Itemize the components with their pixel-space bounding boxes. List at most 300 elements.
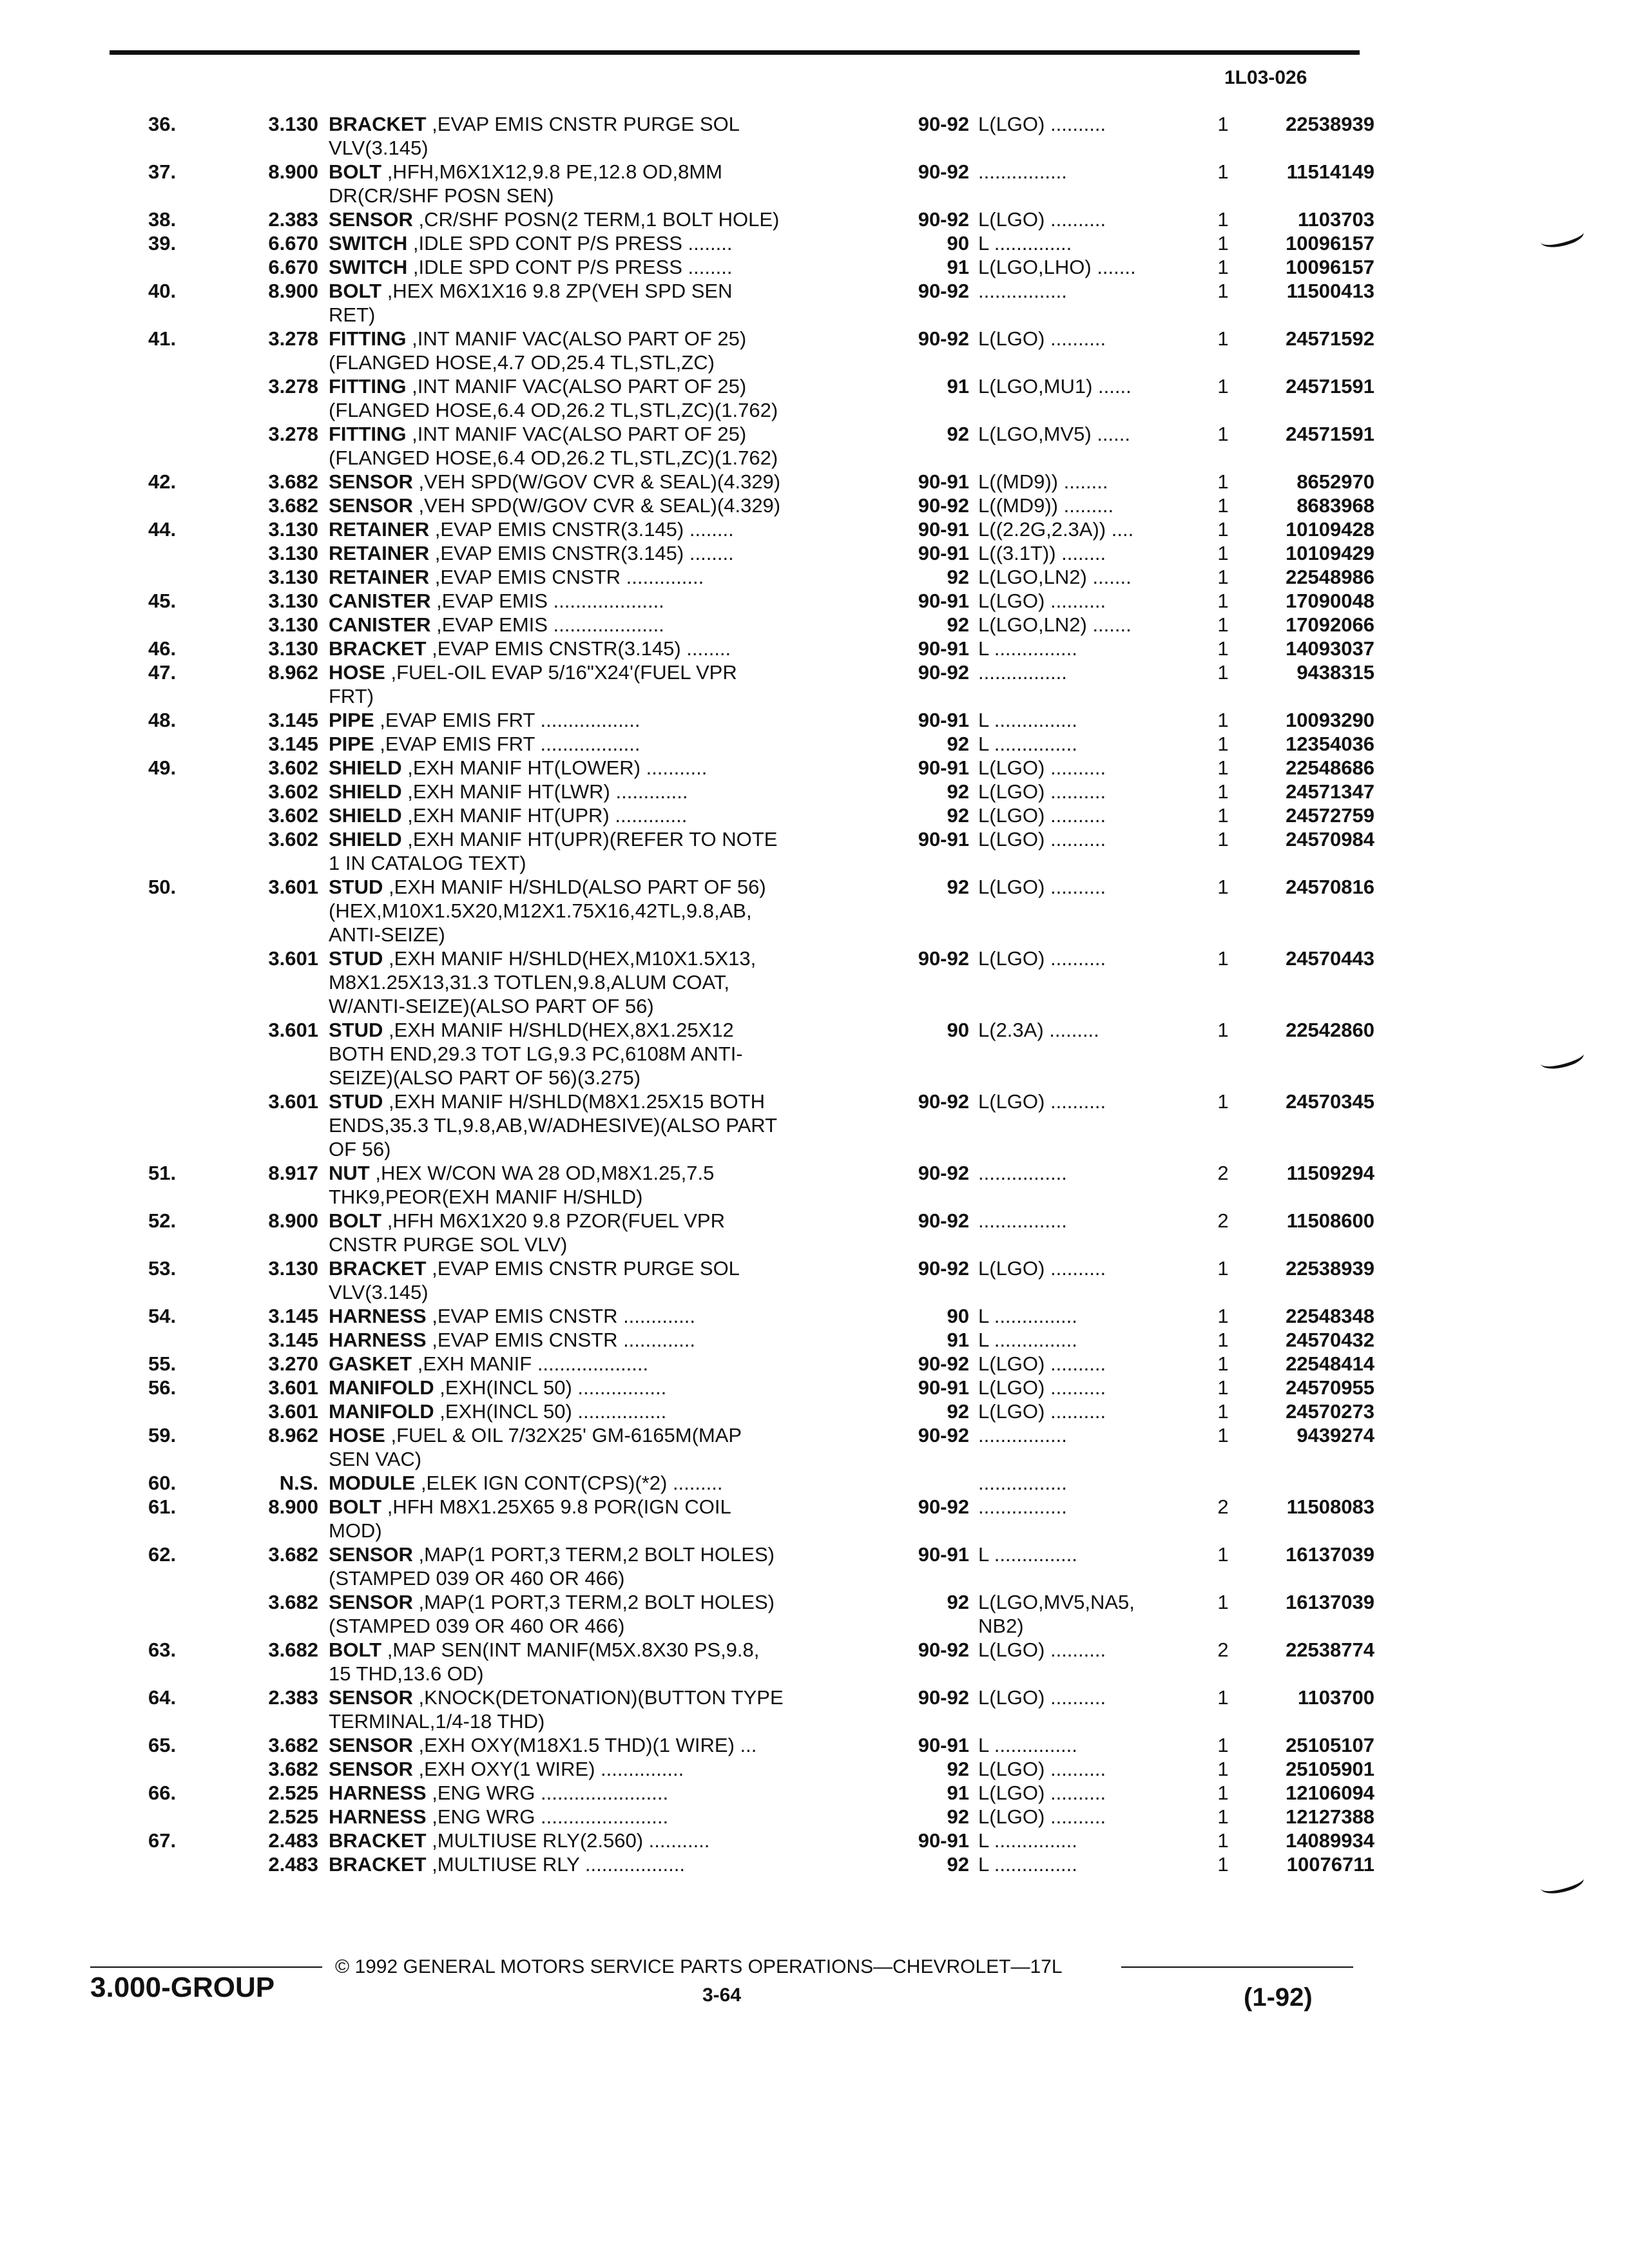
part-detail: ,IDLE SPD CONT P/S PRESS ........ xyxy=(407,232,733,255)
quantity: 1 xyxy=(1217,518,1229,541)
parts-row xyxy=(148,1090,1373,1161)
item-number xyxy=(148,1328,232,1352)
part-description xyxy=(329,803,882,827)
item-number xyxy=(148,613,232,637)
footer-rule-right xyxy=(1121,1966,1353,1968)
item-number: 56. xyxy=(148,1376,177,1399)
quantity: 1 xyxy=(1217,1329,1229,1351)
part-number: 16137039 xyxy=(1286,1591,1374,1613)
item-number: 37. xyxy=(148,160,177,183)
part-name: CANISTER xyxy=(329,613,431,636)
item-number: 46. xyxy=(148,637,177,660)
catalog-code: L((MD9)) ........ xyxy=(978,470,1108,493)
group-number: 3.601 xyxy=(268,1090,318,1113)
parts-row xyxy=(148,374,1373,422)
model-years: 90-92 xyxy=(918,208,969,231)
parts-row xyxy=(148,422,1373,470)
item-number: 55. xyxy=(148,1352,177,1375)
part-detail: ,ENG WRG ....................... xyxy=(426,1805,669,1828)
part-name: BRACKET xyxy=(329,1853,427,1876)
group-number: 2.383 xyxy=(268,208,318,231)
part-number: 10093290 xyxy=(1286,709,1374,731)
parts-row xyxy=(148,732,1373,756)
part-detail: ,FUEL & OIL 7/32X25' GM-6165M(MAP SEN VAC) xyxy=(329,1424,742,1470)
part-detail: ,EVAP EMIS .................... xyxy=(430,613,664,636)
catalog-code: L(LGO) .......... xyxy=(978,327,1106,350)
model-years: 90 xyxy=(947,1305,969,1327)
part-description xyxy=(329,422,882,470)
parts-row xyxy=(148,112,1373,160)
item-number: 60. xyxy=(148,1472,177,1494)
catalog-code: L((2.2G,2.3A)) .... xyxy=(978,518,1134,541)
part-name: FITTING xyxy=(329,327,407,350)
part-detail: ,EVAP EMIS CNSTR PURGE SOL VLV(3.145) xyxy=(329,1257,740,1303)
group-number: 3.601 xyxy=(268,947,318,970)
footer-rule-left xyxy=(90,1966,322,1968)
part-detail: ,EXH MANIF H/SHLD(ALSO PART OF 56) (HEX,M10X1.5X20,M12X1.75X16,42TL,9.8,AB, ANTI-SEIZE) xyxy=(329,876,766,946)
item-number: 64. xyxy=(148,1686,177,1709)
part-detail: ,EVAP EMIS CNSTR ............. xyxy=(426,1305,696,1327)
catalog-code: ................ xyxy=(978,1424,1067,1446)
quantity: 1 xyxy=(1217,494,1229,517)
part-description xyxy=(329,1590,882,1638)
quantity: 1 xyxy=(1217,1805,1229,1828)
part-detail: ,FUEL-OIL EVAP 5/16"X24'(FUEL VPR FRT) xyxy=(329,661,737,707)
model-years: 90-92 xyxy=(918,1090,969,1113)
model-years: 91 xyxy=(947,256,969,278)
part-detail: ,EVAP EMIS CNSTR(3.145) ........ xyxy=(426,637,731,660)
catalog-code: L(LGO) .......... xyxy=(978,590,1106,612)
footer-page-number: 3-64 xyxy=(702,1984,742,2006)
model-years: 90-92 xyxy=(918,1639,969,1661)
part-detail: ,ENG WRG ....................... xyxy=(426,1782,669,1804)
model-years: 90-92 xyxy=(918,1686,969,1709)
part-detail: ,EXH MANIF HT(LOWER) ........... xyxy=(401,756,708,779)
part-detail: ,EVAP EMIS FRT .................. xyxy=(374,733,641,755)
quantity: 1 xyxy=(1217,1019,1229,1041)
model-years: 90-91 xyxy=(918,1829,969,1852)
item-number: 44. xyxy=(148,518,177,541)
part-detail: ,EVAP EMIS CNSTR .............. xyxy=(429,566,704,588)
part-name: SENSOR xyxy=(329,208,413,231)
part-detail: ,CR/SHF POSN(2 TERM,1 BOLT HOLE) xyxy=(412,208,780,231)
part-name: SENSOR xyxy=(329,470,413,493)
group-number: 3.602 xyxy=(268,780,318,803)
parts-row xyxy=(148,255,1373,279)
part-name: BRACKET xyxy=(329,1829,427,1852)
group-number: 3.278 xyxy=(268,423,318,445)
item-number: 40. xyxy=(148,280,177,302)
catalog-code: ................ xyxy=(978,1495,1067,1518)
part-description xyxy=(329,589,882,613)
item-number: 53. xyxy=(148,1257,177,1280)
item-number xyxy=(148,1805,232,1829)
parts-row xyxy=(148,1542,1373,1590)
part-description xyxy=(329,541,882,565)
footer-date: (1-92) xyxy=(1244,1983,1313,2012)
model-years: 90-92 xyxy=(918,1495,969,1518)
quantity: 1 xyxy=(1217,327,1229,350)
part-number: 24571591 xyxy=(1286,423,1374,445)
part-detail: ,KNOCK(DETONATION)(BUTTON TYPE TERMINAL,1/4-18 THD) xyxy=(329,1686,784,1733)
part-name: RETAINER xyxy=(329,518,430,541)
part-description xyxy=(329,1829,882,1852)
quantity: 1 xyxy=(1217,1090,1229,1113)
parts-row xyxy=(148,160,1373,207)
part-number: 22538939 xyxy=(1286,113,1374,135)
parts-row xyxy=(148,279,1373,327)
group-number: 3.682 xyxy=(268,1591,318,1613)
part-name: MODULE xyxy=(329,1472,416,1494)
model-years: 92 xyxy=(947,566,969,588)
group-number: 3.601 xyxy=(268,876,318,898)
catalog-code: L ............... xyxy=(978,637,1077,660)
group-number: 8.962 xyxy=(268,661,318,684)
group-number: 3.145 xyxy=(268,709,318,731)
part-description xyxy=(329,1256,882,1304)
group-number: 3.130 xyxy=(268,566,318,588)
model-years: 91 xyxy=(947,1782,969,1804)
part-description xyxy=(329,660,882,708)
item-number: 65. xyxy=(148,1734,177,1756)
parts-row xyxy=(148,1256,1373,1304)
part-detail: ,EVAP EMIS CNSTR(3.145) ........ xyxy=(429,542,734,564)
parts-row xyxy=(148,589,1373,613)
quantity: 1 xyxy=(1217,1305,1229,1327)
part-description xyxy=(329,827,882,875)
quantity: 1 xyxy=(1217,113,1229,135)
catalog-code: L ............... xyxy=(978,733,1077,755)
quantity: 1 xyxy=(1217,375,1229,398)
model-years: 90-91 xyxy=(918,756,969,779)
quantity xyxy=(1204,1471,1242,1495)
group-number: 3.130 xyxy=(268,1257,318,1280)
part-name: SHIELD xyxy=(329,756,402,779)
part-description xyxy=(329,1805,882,1829)
part-detail: ,MAP(1 PORT,3 TERM,2 BOLT HOLES) (STAMPED 039 OR 460 OR 466) xyxy=(329,1591,775,1637)
part-detail: ,EXH OXY(M18X1.5 THD)(1 WIRE) ... xyxy=(412,1734,757,1756)
parts-row xyxy=(148,708,1373,732)
part-description xyxy=(329,1495,882,1542)
parts-row xyxy=(148,1399,1373,1423)
item-number: 50. xyxy=(148,876,177,898)
quantity: 1 xyxy=(1217,1591,1229,1613)
catalog-code: L((3.1T)) ........ xyxy=(978,542,1106,564)
part-description xyxy=(329,1471,882,1495)
item-number: 38. xyxy=(148,208,177,231)
item-number: 54. xyxy=(148,1305,177,1327)
item-number: 67. xyxy=(148,1829,177,1852)
group-number: 3.602 xyxy=(268,804,318,827)
quantity: 1 xyxy=(1217,661,1229,684)
group-number: 3.682 xyxy=(268,1639,318,1661)
quantity: 1 xyxy=(1217,1758,1229,1780)
catalog-code: ................ xyxy=(978,1162,1067,1184)
part-name: SENSOR xyxy=(329,1543,413,1566)
part-detail: ,EXH MANIF HT(UPR) ............. xyxy=(401,804,688,827)
part-detail: ,EXH(INCL 50) ................ xyxy=(434,1376,667,1399)
item-number xyxy=(148,1018,232,1090)
part-name: PIPE xyxy=(329,733,374,755)
quantity: 2 xyxy=(1217,1162,1229,1184)
top-rule xyxy=(110,50,1360,55)
group-number: 3.145 xyxy=(268,1329,318,1351)
catalog-code: L ............... xyxy=(978,1305,1077,1327)
group-number: 8.900 xyxy=(268,1209,318,1232)
model-years: 90-91 xyxy=(918,542,969,564)
item-number: 51. xyxy=(148,1162,177,1184)
quantity: 1 xyxy=(1217,1829,1229,1852)
item-number: 48. xyxy=(148,709,177,731)
part-description xyxy=(329,1686,882,1733)
part-number: 9438315 xyxy=(1296,661,1374,684)
model-years: 92 xyxy=(947,780,969,803)
part-detail: ,EVAP EMIS CNSTR(3.145) ........ xyxy=(429,518,734,541)
catalog-code: L(2.3A) ......... xyxy=(978,1019,1099,1041)
part-name: SHIELD xyxy=(329,804,402,827)
item-number: 49. xyxy=(148,756,177,779)
parts-row xyxy=(148,1805,1373,1829)
catalog-code: L(LGO) .......... xyxy=(978,1257,1106,1280)
part-name: RETAINER xyxy=(329,542,430,564)
model-years: 90-92 xyxy=(918,280,969,302)
quantity: 1 xyxy=(1217,590,1229,612)
catalog-code: L(LGO) .......... xyxy=(978,1352,1106,1375)
part-description xyxy=(329,1161,882,1209)
part-detail: ,INT MANIF VAC(ALSO PART OF 25) (FLANGED HOSE,6.4 OD,26.2 TL,STL,ZC)(1.762) xyxy=(329,423,778,469)
group-number: 8.917 xyxy=(268,1162,318,1184)
item-number xyxy=(148,541,232,565)
part-detail: ,EXH OXY(1 WIRE) ............... xyxy=(412,1758,684,1780)
catalog-code: L(LGO) .......... xyxy=(978,1376,1106,1399)
item-number xyxy=(148,1590,232,1638)
quantity: 1 xyxy=(1217,613,1229,636)
part-number: 8652970 xyxy=(1296,470,1374,493)
part-number: 22548348 xyxy=(1286,1305,1374,1327)
catalog-code: L(LGO) .......... xyxy=(978,1686,1106,1709)
part-name: SENSOR xyxy=(329,1591,413,1613)
model-years: 90 xyxy=(947,1019,969,1041)
model-years: 90-91 xyxy=(918,1543,969,1566)
catalog-code: L(LGO) .......... xyxy=(978,1639,1106,1661)
part-number: 24571591 xyxy=(1286,375,1374,398)
item-number xyxy=(148,422,232,470)
model-years: 90-91 xyxy=(918,828,969,850)
quantity: 1 xyxy=(1217,804,1229,827)
part-name: HARNESS xyxy=(329,1805,427,1828)
quantity: 1 xyxy=(1217,160,1229,183)
part-detail: ,EXH MANIF H/SHLD(HEX,8X1.25X12 BOTH END,29.3 TOT LG,9.3 PC,6108M ANTI- SEIZE)(ALSO PART OF 56)(3.275) xyxy=(329,1019,743,1089)
item-number xyxy=(148,494,232,517)
margin-tick-mark xyxy=(1538,1869,1585,1899)
part-number: 24571347 xyxy=(1286,780,1374,803)
parts-row xyxy=(148,1495,1373,1542)
parts-row xyxy=(148,1376,1373,1399)
group-number: 3.130 xyxy=(268,542,318,564)
part-description xyxy=(329,207,882,231)
part-name: HOSE xyxy=(329,1424,385,1446)
catalog-code: L(LGO) .......... xyxy=(978,208,1106,231)
part-name: SENSOR xyxy=(329,494,413,517)
part-name: BOLT xyxy=(329,1209,382,1232)
part-description xyxy=(329,327,882,374)
part-description xyxy=(329,1638,882,1686)
group-number: 3.682 xyxy=(268,1758,318,1780)
quantity: 2 xyxy=(1217,1495,1229,1518)
part-number: 24570443 xyxy=(1286,947,1374,970)
quantity: 1 xyxy=(1217,876,1229,898)
part-description xyxy=(329,374,882,422)
quantity: 1 xyxy=(1217,1543,1229,1566)
catalog-code: L(LGO) .......... xyxy=(978,1090,1106,1113)
part-description xyxy=(329,875,882,947)
part-number: 11500413 xyxy=(1286,280,1374,302)
parts-row xyxy=(148,1352,1373,1376)
part-description xyxy=(329,1304,882,1328)
model-years: 90-91 xyxy=(918,470,969,493)
part-description xyxy=(329,255,882,279)
model-years: 90-91 xyxy=(918,518,969,541)
part-name: STUD xyxy=(329,1090,383,1113)
part-number: 24570955 xyxy=(1286,1376,1374,1399)
parts-row xyxy=(148,1638,1373,1686)
model-years: 90-91 xyxy=(918,1376,969,1399)
part-description xyxy=(329,494,882,517)
part-description xyxy=(329,780,882,803)
part-description xyxy=(329,732,882,756)
parts-row xyxy=(148,231,1373,255)
part-detail: ,HEX M6X1X16 9.8 ZP(VEH SPD SEN RET) xyxy=(329,280,733,326)
part-name: HARNESS xyxy=(329,1782,427,1804)
parts-row xyxy=(148,470,1373,494)
quantity: 1 xyxy=(1217,423,1229,445)
part-description xyxy=(329,1376,882,1399)
part-description xyxy=(329,1352,882,1376)
quantity: 1 xyxy=(1217,1734,1229,1756)
group-number: 2.483 xyxy=(268,1853,318,1876)
item-number xyxy=(148,374,232,422)
group-number: 6.670 xyxy=(268,256,318,278)
catalog-code: L(LGO,MV5) ...... xyxy=(978,423,1130,445)
model-years: 90-91 xyxy=(918,709,969,731)
catalog-code: L(LGO,LN2) ....... xyxy=(978,613,1132,636)
parts-row xyxy=(148,660,1373,708)
parts-row xyxy=(148,1686,1373,1733)
part-description xyxy=(329,1328,882,1352)
model-years: 90-92 xyxy=(918,1209,969,1232)
part-number: 14093037 xyxy=(1286,637,1374,660)
footer-group: 3.000-GROUP xyxy=(90,1972,275,2003)
part-number: 10096157 xyxy=(1286,256,1374,278)
catalog-code: L(LGO) .......... xyxy=(978,828,1106,850)
item-number xyxy=(148,803,232,827)
parts-row xyxy=(148,1733,1373,1757)
parts-row xyxy=(148,541,1373,565)
item-number xyxy=(148,827,232,875)
part-name: RETAINER xyxy=(329,566,430,588)
item-number: 39. xyxy=(148,232,177,255)
quantity: 1 xyxy=(1217,756,1229,779)
part-number: 24570432 xyxy=(1286,1329,1374,1351)
part-description xyxy=(329,637,882,660)
parts-row xyxy=(148,327,1373,374)
quantity: 1 xyxy=(1217,1782,1229,1804)
catalog-code: L(LGO) .......... xyxy=(978,1782,1106,1804)
quantity: 1 xyxy=(1217,709,1229,731)
part-name: PIPE xyxy=(329,709,374,731)
group-number: 3.601 xyxy=(268,1019,318,1041)
item-number xyxy=(148,1852,232,1876)
item-number xyxy=(148,1757,232,1781)
model-years: 90 xyxy=(947,232,969,255)
part-description xyxy=(329,613,882,637)
part-number: 17092066 xyxy=(1286,613,1374,636)
part-name: NUT xyxy=(329,1162,370,1184)
model-years: 90-92 xyxy=(918,1257,969,1280)
part-number: 22542860 xyxy=(1286,1019,1374,1041)
model-years: 90-91 xyxy=(918,1734,969,1756)
part-detail: ,EXH MANIF .................... xyxy=(412,1352,649,1375)
part-detail: ,MAP(1 PORT,3 TERM,2 BOLT HOLES) (STAMPED 039 OR 460 OR 466) xyxy=(329,1543,775,1590)
part-name: STUD xyxy=(329,947,383,970)
part-description xyxy=(329,1209,882,1256)
part-name: BOLT xyxy=(329,160,382,183)
catalog-code: L(LGO) .......... xyxy=(978,804,1106,827)
part-number: 22548986 xyxy=(1286,566,1374,588)
group-number: 8.962 xyxy=(268,1424,318,1446)
item-number xyxy=(148,947,232,1018)
part-name: BOLT xyxy=(329,280,382,302)
catalog-code: L(LGO) .......... xyxy=(978,1805,1106,1828)
quantity: 2 xyxy=(1217,1209,1229,1232)
part-name: SENSOR xyxy=(329,1734,413,1756)
model-years: 92 xyxy=(947,733,969,755)
part-description xyxy=(329,565,882,589)
group-number: 2.525 xyxy=(268,1805,318,1828)
group-number: 3.130 xyxy=(268,613,318,636)
part-name: BOLT xyxy=(329,1639,382,1661)
part-detail: ,VEH SPD(W/GOV CVR & SEAL)(4.329) xyxy=(412,494,781,517)
part-number: 24570984 xyxy=(1286,828,1374,850)
part-description xyxy=(329,1423,882,1471)
model-years: 91 xyxy=(947,375,969,398)
part-description xyxy=(329,470,882,494)
part-description xyxy=(329,708,882,732)
model-years: 92 xyxy=(947,1591,969,1613)
quantity: 1 xyxy=(1217,1424,1229,1446)
part-number: 8683968 xyxy=(1296,494,1374,517)
part-description xyxy=(329,1542,882,1590)
part-detail: ,EXH MANIF H/SHLD(HEX,M10X1.5X13, M8X1.25X13,31.3 TOTLEN,9.8,ALUM COAT, W/ANTI-SEIZE)(ALSO PART OF 56) xyxy=(329,947,757,1017)
part-number: 10109429 xyxy=(1286,542,1374,564)
group-number: 6.670 xyxy=(268,232,318,255)
part-name: CANISTER xyxy=(329,590,431,612)
part-detail: ,MULTIUSE RLY(2.560) ........... xyxy=(426,1829,710,1852)
parts-row xyxy=(148,1829,1373,1852)
item-number: 62. xyxy=(148,1543,177,1566)
part-number: 22548686 xyxy=(1286,756,1374,779)
catalog-code: ................ xyxy=(978,661,1067,684)
model-years: 92 xyxy=(947,423,969,445)
parts-row xyxy=(148,1423,1373,1471)
group-number: 3.602 xyxy=(268,828,318,850)
parts-row xyxy=(148,494,1373,517)
part-name: FITTING xyxy=(329,375,407,398)
parts-row xyxy=(148,947,1373,1018)
margin-tick-mark xyxy=(1538,1044,1585,1074)
group-number: 3.682 xyxy=(268,470,318,493)
part-description xyxy=(329,1757,882,1781)
